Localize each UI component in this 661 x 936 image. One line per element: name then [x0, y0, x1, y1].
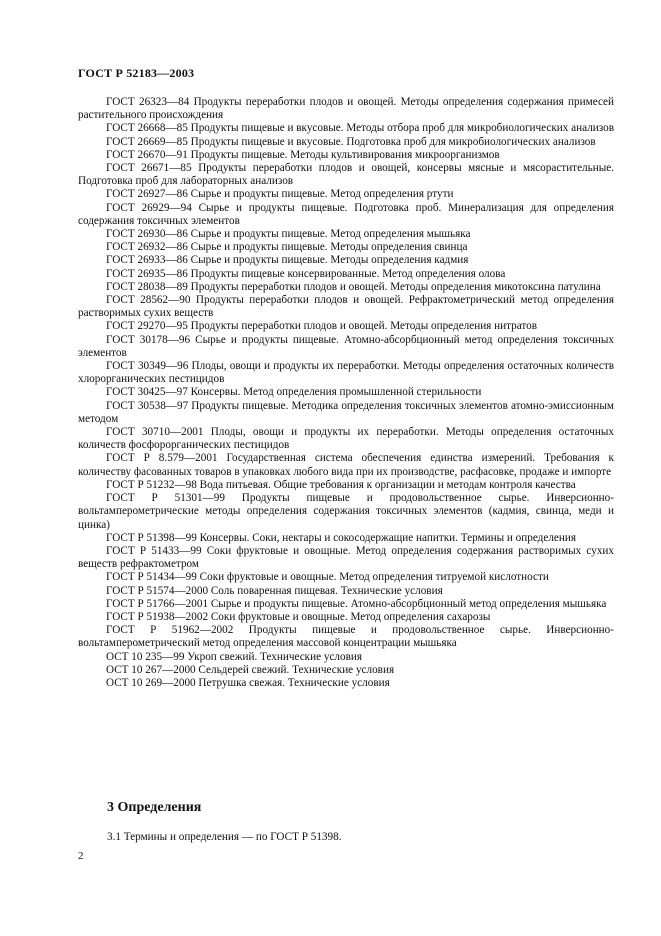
reference-item: ГОСТ Р 51962—2002 Продукты пищевые и продовольственное сырье. Инверсионно-вольтамперометрический метод определения массовой концентрации мышьяка [78, 624, 614, 650]
page-number: 2 [78, 850, 84, 862]
reference-item: ГОСТ 26933—86 Сырье и продукты пищевые. Методы определения кадмия [106, 254, 469, 267]
document-header: ГОСТ Р 52183—2003 [78, 66, 195, 80]
reference-item: ГОСТ 26929—94 Сырье и продукты пищевые. Подготовка проб. Минерализация для определения содержания токсичных элементов [78, 201, 614, 227]
reference-item: ГОСТ 30178—96 Сырье и продукты пищевые. Атомно-абсорбционный метод определения токсичных элементов [78, 333, 614, 359]
reference-item: ГОСТ Р 51232—98 Вода питьевая. Общие требования к организации и методам контроля качества [106, 478, 576, 491]
reference-item: ГОСТ Р 51766—2001 Сырье и продукты пищевые. Атомно-абсорбционный метод определения мышьяка [106, 597, 607, 610]
reference-item: ГОСТ 30710—2001 Плоды, овощи и продукты их переработки. Методы определения остаточных количеств фосфорорганических пестицидов [78, 426, 614, 452]
reference-item: ГОСТ 26670—91 Продукты пищевые. Методы культивирования микроорганизмов [106, 148, 500, 161]
reference-item: ОСТ 10 235—99 Укроп свежий. Технические условия [106, 650, 363, 663]
reference-item: ГОСТ 30425—97 Консервы. Метод определения промышленной стерильности [106, 386, 482, 399]
reference-item: ОСТ 10 267—2000 Сельдерей свежий. Технические условия [106, 663, 395, 676]
reference-item: ГОСТ 28562—90 Продукты переработки плодов и овощей. Рефрактометрический метод определения растворимых сухих веществ [78, 294, 614, 320]
section-heading: 3 Определения [107, 800, 202, 815]
reference-item: ГОСТ Р 51398—99 Консервы. Соки, нектары и сокосодержащие напитки. Термины и определения [106, 531, 576, 544]
reference-item: ГОСТ Р 51938—2002 Соки фруктовые и овощные. Метод определения сахарозы [106, 610, 491, 623]
reference-item: ГОСТ Р 51301—99 Продукты пищевые и продовольственное сырье. Инверсионно-вольтамперометрические методы определения содержания токсичных элементов (кадмия, свинца, меди и цинка) [78, 492, 614, 531]
reference-item: ГОСТ 28038—89 Продукты переработки плодов и овощей. Методы определения микотоксина патулина [106, 280, 601, 293]
reference-item: ГОСТ 30538—97 Продукты пищевые. Методика определения токсичных элементов атомно-эмиссионным методом [78, 399, 614, 425]
reference-item: ГОСТ 26930—86 Сырье и продукты пищевые. Метод определения мышьяка [106, 228, 471, 241]
reference-item: ГОСТ 30349—96 Плоды, овощи и продукты их переработки. Методы определения остаточных количеств хлорорганических пестицидов [78, 360, 614, 386]
reference-item: ГОСТ Р 51434—99 Соки фруктовые и овощные. Метод определения титруемой кислотности [106, 571, 549, 584]
reference-item: ГОСТ 26668—85 Продукты пищевые и вкусовые. Методы отбора проб для микробиологических анализов [106, 122, 615, 135]
section-paragraph: 3.1 Термины и определения — по ГОСТ Р 51398. [107, 831, 342, 843]
reference-item: ГОСТ 26323—84 Продукты переработки плодов и овощей. Методы определения содержания примесей растительного происхождения [78, 96, 614, 122]
reference-item: ГОСТ 26669—85 Продукты пищевые и вкусовые. Подготовка проб для микробиологических анализов [106, 135, 596, 148]
reference-item: ОСТ 10 269—2000 Петрушка свежая. Технические условия [106, 676, 390, 689]
reference-item: ГОСТ Р 51574—2000 Соль поваренная пищевая. Технические условия [106, 584, 443, 597]
reference-item: ГОСТ 26927—86 Сырье и продукты пищевые. Метод определения ртути [106, 188, 454, 201]
normative-references-list [78, 96, 614, 690]
reference-item: ГОСТ Р 8.579—2001 Государственная система обеспечения единства измерений. Требования к количеству фасованных товаров в упаковках любого вида при их производстве, расфасовке, продаже и импорте [78, 452, 614, 478]
reference-item: ГОСТ 29270—95 Продукты переработки плодов и овощей. Методы определения нитратов [106, 320, 538, 333]
reference-item: ГОСТ 26932—86 Сырье и продукты пищевые. Методы определения свинца [106, 241, 468, 254]
reference-item: ГОСТ Р 51433—99 Соки фруктовые и овощные. Метод определения содержания растворимых сухих веществ рефрактометром [78, 544, 614, 571]
reference-item: ГОСТ 26935—86 Продукты пищевые консервированные. Метод определения олова [106, 267, 506, 280]
reference-item: ГОСТ 26671—85 Продукты переработки плодов и овощей, консервы мясные и мясорастительные. Подготовка проб для лабораторных анализов [78, 162, 614, 188]
